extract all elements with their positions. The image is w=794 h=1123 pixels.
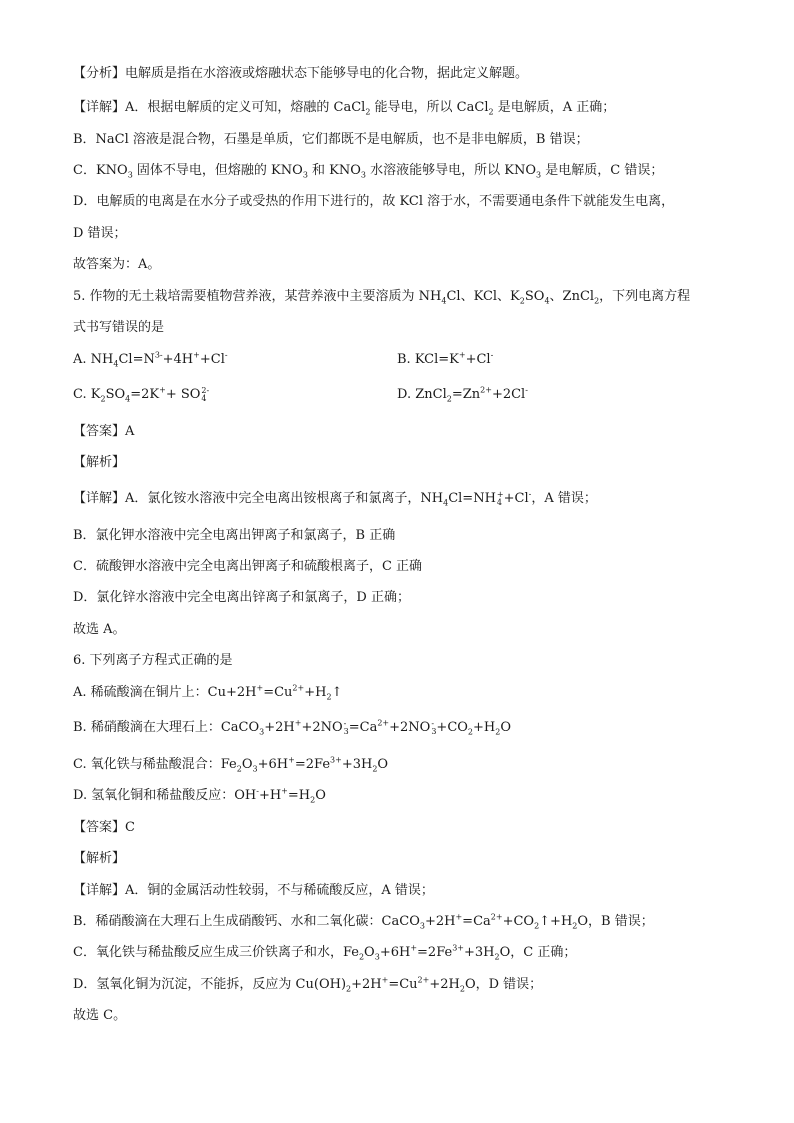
nitrate-charge-stack: - 3 [343,718,349,736]
q5-option-d: D. $ZnCl_2=Zn^{2+}+2Cl^-$ [397,385,528,404]
detail-line-a: 【详解】A．根据电解质的定义可知，熔融的 CaCl$_2$ 能导电，所以 CaCl$_2$ 是电解质，A 正确； [73,100,616,117]
q5-analysis-label: 【解析】 [73,455,126,470]
q6-answer: 【答案】C [73,820,135,835]
q5-conclusion: 故选 A。 [73,622,126,637]
analysis-line-1: 【分析】电解质是指在水溶液或熔融状态下能够导电的化合物，据此定义解题。 [73,66,529,81]
answer-conclusion: 故答案为：A。 [73,257,161,272]
q6-detail-c: C．氧化铁与稀盐酸反应生成三价铁离子和水，$Fe_2O_3+6H^+=2Fe^{3+}+3H_2O$，C 正确； [73,943,577,962]
q6-analysis-label: 【解析】 [73,851,126,866]
q5-option-c: C. $K_2SO_4=2K^++$ SO 2- 4 [73,385,210,404]
q5-detail-b: B．氯化钾水溶液中完全电离出钾离子和氯离子，B 正确 [73,528,396,543]
detail-line-c: C．$KNO_3$ 固体不导电，但熔融的 $KNO_3$ 和 $KNO_3$ 水溶液能够导电，所以 $KNO_3$ 是电解质，C 错误； [73,163,664,180]
q6-detail-d: D．氢氧化铜为沉淀，不能拆，反应为 $Cu(OH)_2+2H^+=Cu^{2+}+2H_2O$，D 错误； [73,975,543,994]
q5-detail-c: C．硫酸钾水溶液中完全电离出钾离子和硫酸根离子，C 正确 [73,559,423,574]
q5-option-b: B. KCl=K++Cl- [397,350,494,367]
detail-line-d-cont: D 错误； [73,226,127,241]
q5-detail-d: D．氯化锌水溶液中完全电离出锌离子和氯离子，D 正确； [73,590,410,605]
q6-option-d: D. 氢氧化铜和稀盐酸反应：$OH^-+H^+=H_2O$ [73,786,326,805]
detail-line-d: D．电解质的电离是在水分子或受热的作用下进行的，故 KCl 溶于水，不需要通电条件下就能发生电离， [73,194,675,209]
q5-option-a: A. $NH_4Cl=N^{3-}+4H^++Cl^-$ [73,350,228,369]
q5-stem-line-2: 式书写错误的是 [73,320,165,335]
sulfate-charge-stack: 2- 4 [201,385,210,403]
nitrate-charge-stack-2: - 3 [431,718,437,736]
q6-stem: 6. 下列离子方程式正确的是 [73,653,233,668]
q6-option-a: A. 稀硫酸滴在铜片上：$Cu+2H^+=Cu^{2+}+H_2↑$ [73,683,343,702]
q6-detail-a: 【详解】A．铜的金属活动性较弱，不与稀硫酸反应，A 错误； [73,883,434,898]
q5-stem-line-1: 5. 作物的无土栽培需要植物营养液，某营养液中主要溶质为 $NH_4Cl$、KCl、$K_2SO_4$、ZnCl$_2$，下列电离方程 [73,289,691,306]
q6-option-c: C. 氧化铁与稀盐酸混合：$Fe_2O_3+6H^+=2Fe^{3+}+3H_2O$ [73,755,389,774]
q6-option-b: B. 稀硝酸滴在大理石上：CaCO$_3$+2H++2NO - 3 $=Ca^{2+}+2NO$ - 3 $+CO_2+H_2O$ [73,718,512,737]
detail-line-b: B．NaCl 溶液是混合物，石墨是单质，它们都既不是电解质，也不是非电解质，B 错误； [73,132,589,147]
q5-detail-a: 【详解】A．氯化铵水溶液中完全电离出铵根离子和氯离子，$NH_4Cl=NH$ + 4 +Cl-，A 错误； [73,489,597,508]
ammonium-charge-stack: + 4 [496,489,504,507]
q6-conclusion: 故选 C。 [73,1008,127,1023]
q5-answer: 【答案】A [73,424,135,439]
q6-detail-b: B．稀硝酸滴在大理石上生成硝酸钙、水和二氧化碳：$CaCO_3+2H^+=Ca^{2+}+CO_2↑+H_2O$，B 错误； [73,912,654,931]
